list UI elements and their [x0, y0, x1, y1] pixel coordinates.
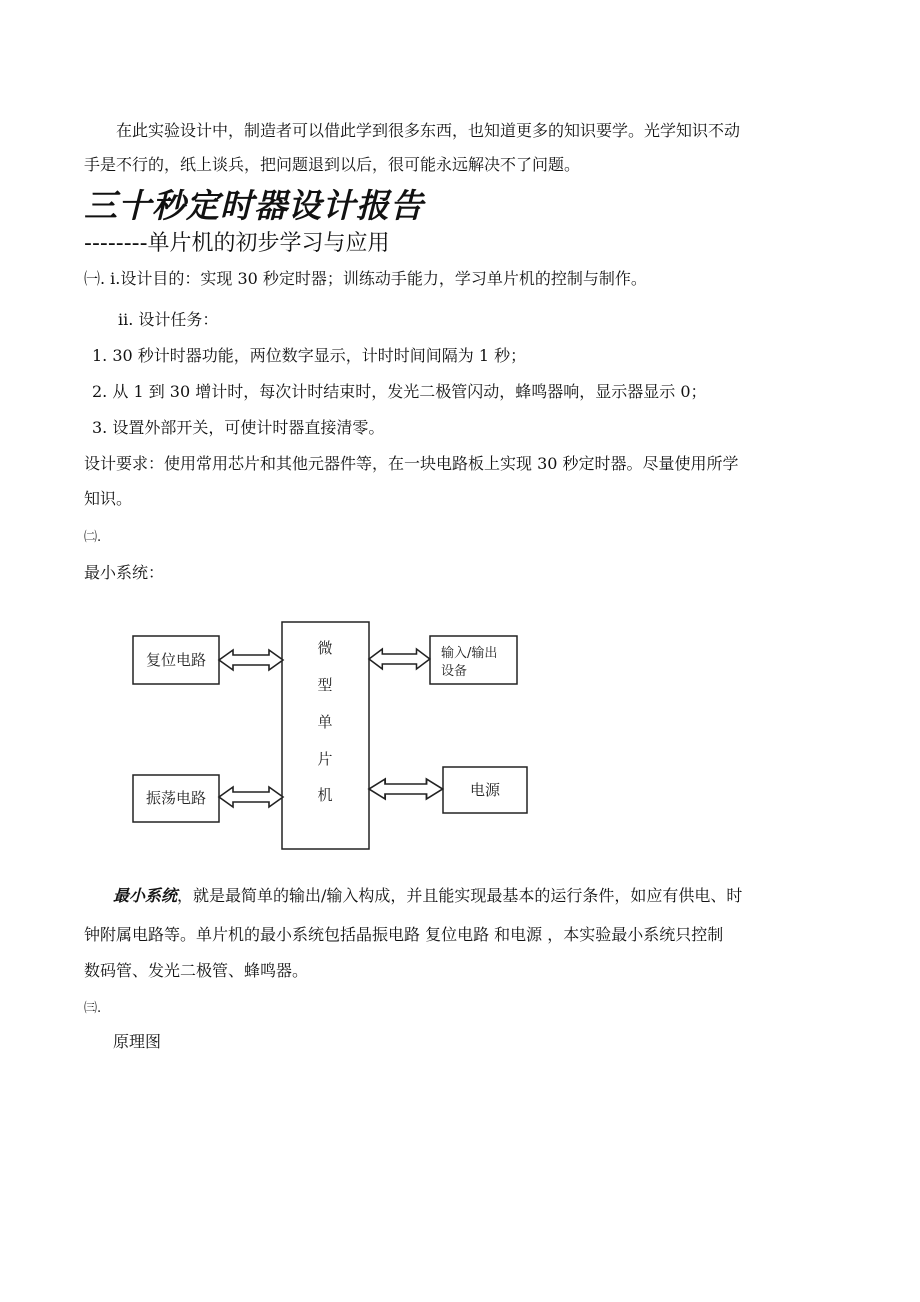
io-device-label-line-2: 设备 — [441, 664, 468, 679]
section-3-heading: 原理图 — [113, 1032, 162, 1051]
task-item: 3. 设置外部开关，可使计时器直接清零。 — [92, 418, 385, 437]
oscillator-circuit-label: 振荡电路 — [145, 789, 207, 807]
minimal-system-desc-line-2: 钟附属电路等。单片机的最小系统包括晶振电路 复位电路 和电源 ，本实验最小系统只控制 — [84, 925, 724, 944]
arrow-mcu-io — [369, 649, 430, 669]
intro-line-2: 手是不行的，纸上谈兵，把问题退到以后，很可能永远解决不了问题。 — [84, 155, 581, 174]
intro-line-1: 在此实验设计中，制造者可以借此学到很多东西，也知道更多的知识要学。光学知识不动 — [116, 121, 741, 140]
mcu-char: 型 — [317, 676, 333, 694]
io-device-label-line-1: 输入/输出 — [441, 646, 498, 661]
minimal-system-desc-line-3: 数码管、发光二极管、蜂鸣器。 — [84, 961, 309, 980]
oscillator-circuit-box — [133, 775, 219, 822]
arrow-oscillator-mcu — [219, 787, 283, 807]
power-box — [443, 767, 527, 813]
section-2-heading: 最小系统： — [84, 563, 165, 582]
mcu-char: 微 — [317, 639, 333, 657]
minimal-system-desc-line-1 — [113, 886, 742, 906]
section-2-marker: ㈡. — [84, 530, 102, 545]
minimal-system-term: 最小系统 — [113, 886, 178, 905]
design-task-heading: ⅱ. 设计任务： — [118, 310, 219, 329]
design-requirement-line-1: 设计要求：使用常用芯片和其他元器件等，在一块电路板上实现 30 秒定时器。尽量使用所学 — [84, 454, 739, 473]
reset-circuit-label: 复位电路 — [145, 651, 207, 669]
microcontroller-box — [282, 622, 369, 849]
section-3-marker: ㈢. — [84, 1001, 102, 1016]
reset-circuit-box — [133, 636, 219, 684]
task-item: 2. 从 1 到 30 增计时，每次计时结束时，发光二极管闪动，蜂鸣器响，显示器显示 0； — [92, 382, 707, 401]
mcu-char: 机 — [317, 786, 333, 804]
design-goal: ㈠. ⅰ.设计目的：实现 30 秒定时器；训练动手能力，学习单片机的控制与制作。 — [84, 269, 647, 288]
page-title: 三十秒定时器设计报告 — [84, 186, 424, 225]
design-requirement-line-2: 知识。 — [84, 489, 133, 508]
arrow-mcu-power — [369, 779, 443, 799]
power-label: 电源 — [469, 781, 501, 799]
task-item: 1. 30 秒计时器功能，两位数字显示，计时时间间隔为 1 秒； — [92, 346, 527, 365]
page-subtitle: --------单片机的初步学习与应用 — [84, 231, 390, 256]
mcu-char: 单 — [317, 713, 333, 731]
minimal-system-desc-rest: ，就是最简单的输出/输入构成，并且能实现最基本的运行条件，如应有供电、时 — [177, 886, 743, 905]
mcu-char: 片 — [317, 750, 333, 768]
arrow-reset-mcu — [219, 650, 283, 670]
io-device-box — [430, 636, 517, 684]
